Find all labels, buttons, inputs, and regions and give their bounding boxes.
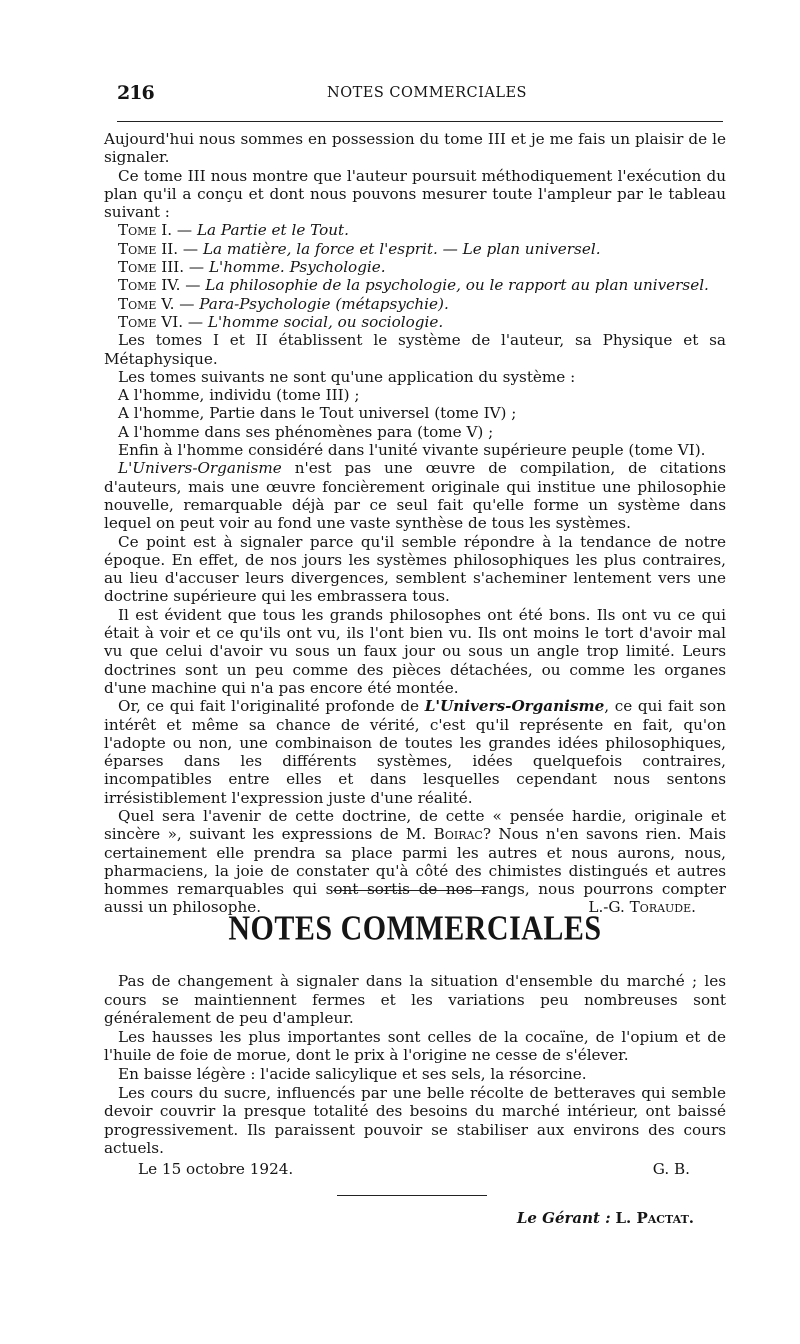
- volume-label: Tome: [118, 258, 157, 277]
- running-title: NOTES COMMERCIALES: [327, 85, 527, 101]
- book-title: L'Univers-Organisme: [118, 459, 282, 478]
- list-item: A l'homme dans ses phénomènes para (tome V) ;: [118, 422, 494, 441]
- header-rule: [117, 121, 723, 122]
- volume-label: Tome: [118, 294, 157, 313]
- paragraph: [104, 807, 726, 917]
- paragraph: Il est évident que tous les grands philosophes ont été bons. Ils ont vu ce qui était à voir et ce qu'ils ont vu, ils l'ont bien vu. Ils ont moins le tort d'avoir mal vu que celui d'avoir vu sous un faux jour ou sous un angle trop limité. Leurs doctrines sont un peu comme des pièces détachées, ou comme les organes d'une machine qui n'a pas encore été montée.: [104, 605, 726, 697]
- volume-number: II. —: [161, 239, 199, 258]
- volume-title: La matière, la force et l'esprit. — Le plan universel.: [202, 239, 601, 258]
- dateline: [104, 1160, 726, 1180]
- volume-number: III. —: [161, 258, 205, 277]
- page-header: [117, 82, 720, 108]
- volume-number: VI. —: [161, 312, 204, 331]
- paragraph: Aujourd'hui nous sommes en possession du tome III et je me fais un plaisir de le signaler.: [104, 130, 726, 167]
- volume-number: V. —: [161, 294, 195, 313]
- section-divider: [333, 890, 488, 891]
- volume-title: L'homme. Psychologie.: [208, 258, 386, 277]
- review-text: [104, 130, 726, 917]
- section-heading: NOTES COMMERCIALES: [228, 909, 602, 948]
- volume-entry: [104, 221, 726, 239]
- paragraph: Ce point est à signaler parce qu'il semble répondre à la tendance de notre époque. En effet, de nos jours les systèmes philosophiques les plus contraires, au lieu d'accuser leurs divergences, semblent s'acheminer lentement vers une doctrine supérieure qui les embrassera tous.: [104, 532, 726, 606]
- volume-title: La philosophie de la psychologie, ou le rapport au plan universel.: [205, 276, 709, 295]
- volume-number: IV. —: [161, 276, 201, 295]
- gerant-label: Le Gérant :: [516, 1209, 611, 1227]
- volume-entry: [104, 276, 726, 294]
- footer-divider: [337, 1195, 487, 1196]
- page-number: 216: [117, 82, 154, 104]
- volume-label: Tome: [118, 312, 157, 331]
- paragraph-text: n'est pas une œuvre de compilation, de citations d'auteurs, mais une œuvre foncièrement originale qui institue une philosophie nouvelle, remarquable déjà par ce seul fait qu'elle forme un système dans lequel on peut voir au fond une vaste synthèse de tous les systèmes.: [104, 459, 726, 533]
- paragraph: Ce tome III nous montre que l'auteur poursuit méthodiquement l'exécution du plan qu'il a conçu et dont nous pouvons mesurer toute l'ampleur par le tableau suivant :: [104, 166, 726, 222]
- volume-title: Para-Psychologie (métapsychie).: [199, 294, 449, 313]
- paragraph: Les tomes I et II établissent le système de l'auteur, sa Physique et sa Métaphysique.: [104, 331, 726, 368]
- volume-entry: [104, 240, 726, 258]
- gerant-line: [517, 1209, 694, 1227]
- volume-number: I. —: [161, 221, 193, 240]
- paragraph: En baisse légère : l'acide salicylique et ses sels, la résorcine.: [118, 1064, 587, 1083]
- person-name: Boirac: [433, 825, 483, 844]
- paragraph-text: Or, ce qui fait l'originalité profonde de: [118, 697, 425, 716]
- paragraph-text: Quel sera l'avenir de cette doctrine, de cette « pensée hardie, originale et sincère », suivant les expressions de M.: [104, 806, 726, 844]
- market-notes: [104, 972, 726, 1180]
- volume-label: Tome: [118, 239, 157, 258]
- paragraph: Les cours du sucre, influencés par une belle récolte de betteraves qui semble devoir couvrir la presque totalité des besoins du marché intérieur, ont baissé progressivement. Ils paraissent pouvoir se stabiliser aux environs des cours actuels.: [104, 1083, 726, 1158]
- list-item: Enfin à l'homme considéré dans l'unité vivante supérieure peuple (tome VI).: [118, 441, 706, 460]
- author-initials: G. B.: [652, 1159, 690, 1178]
- paragraph-text: ? Nous n'en savons rien. Mais certainement elle prendra sa place parmi les autres et nous aurons, nous, pharmaciens, la joie de constater qu'à côté des chimistes distingués et autres hommes remarquables qui sont sortis de nos rangs, nous pourrons compter aussi un philosophe.: [104, 825, 726, 917]
- volume-entry: [104, 313, 726, 331]
- date: Le 15 octobre 1924.: [138, 1159, 294, 1178]
- list-item: A l'homme, Partie dans le Tout universel (tome IV) ;: [118, 404, 517, 423]
- volume-entry: [104, 295, 726, 313]
- paragraph-text: , ce qui fait son intérêt et même sa chance de vérité, c'est qu'il représente en fait, qu'on l'adopte ou non, une combinaison de toutes les grandes idées philosophiques, éparses dans les différents systèmes, idées quelquefois contraires, incompatibles entre elles et dans lesquelles cependant nous sentons irrésistiblement l'expression juste d'une réalité.: [104, 697, 726, 807]
- paragraph: [104, 459, 726, 532]
- volume-entry: [104, 258, 726, 276]
- paragraph: Les hausses les plus importantes sont celles de la cocaïne, de l'opium et de l'huile de foie de morue, dont le prix à l'origine ne cesse de s'élever.: [104, 1027, 726, 1065]
- paragraph: Pas de changement à signaler dans la situation d'ensemble du marché ; les cours se maintiennent fermes et les variations peu nombreuses sont généralement de peu d'ampleur.: [104, 972, 726, 1028]
- volume-label: Tome: [118, 276, 157, 295]
- volume-title: La Partie et le Tout.: [196, 221, 349, 240]
- volume-title: L'homme social, ou sociologie.: [207, 312, 444, 331]
- volume-label: Tome: [118, 221, 157, 240]
- author-signature: L.-G. Toraude.: [588, 898, 696, 917]
- book-title: L'Univers-Organisme: [424, 697, 605, 716]
- paragraph: [104, 697, 726, 807]
- gerant-name: L. Pactat.: [615, 1209, 694, 1227]
- list-item: A l'homme, individu (tome III) ;: [118, 386, 360, 405]
- paragraph: Les tomes suivants ne sont qu'une application du système :: [118, 367, 576, 386]
